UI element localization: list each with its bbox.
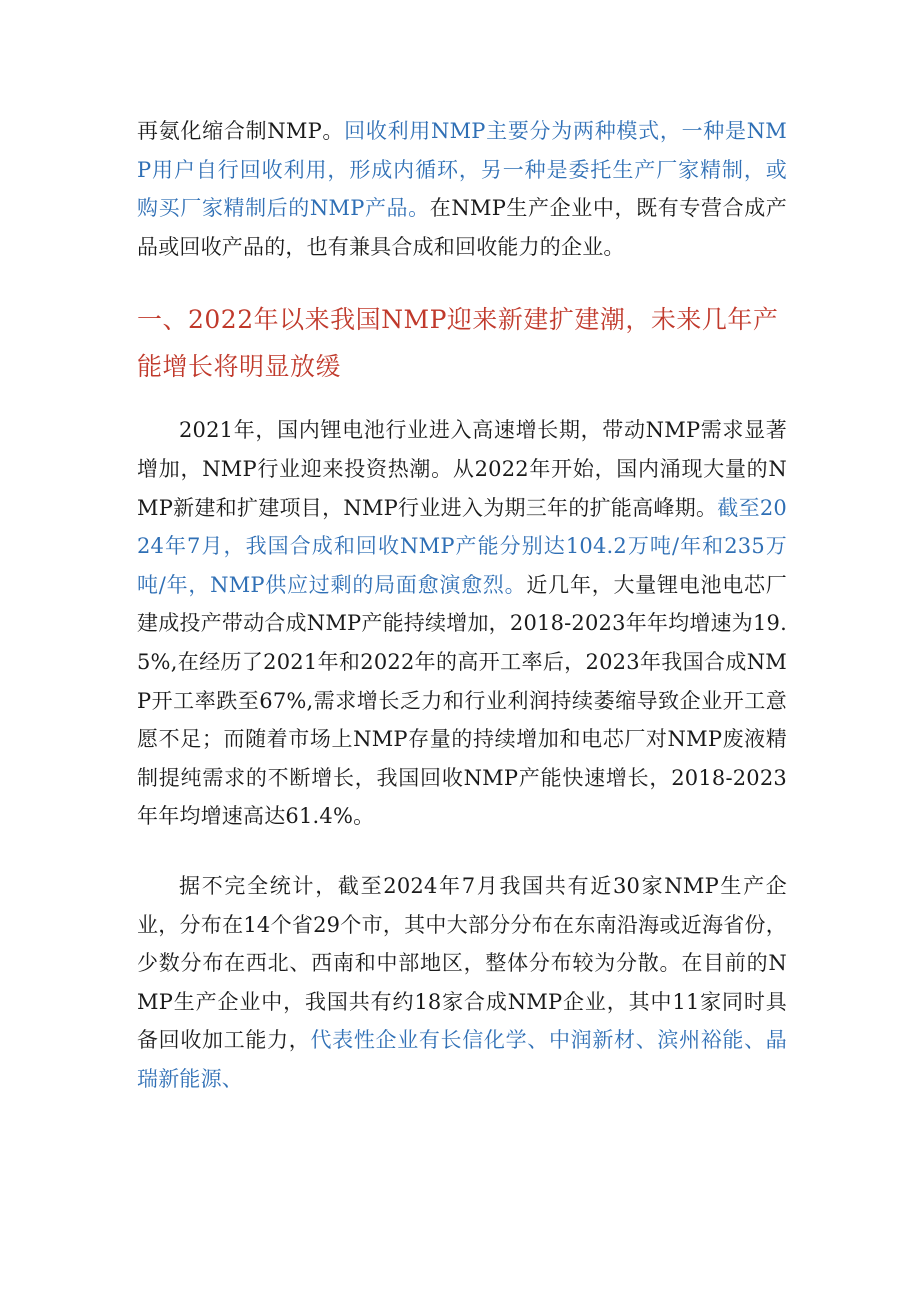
document-page	[137, 112, 787, 1098]
text-run: 再氨化缩合制NMP。	[137, 119, 345, 143]
highlighted-text-run: 代表性企业有长信化学、中润新材、滨州裕能、晶瑞新能源、	[137, 1028, 787, 1091]
paragraph-enterprise-distribution	[137, 867, 787, 1099]
paragraph-nmp-recycling	[137, 112, 787, 266]
paragraph-capacity-growth	[137, 411, 787, 836]
text-run: 据不完全统计，截至2024年7月我国共有近30家NMP生产企业，分布在14个省29个市，其中大部分分布在东南沿海或近海省份，少数分布在西北、西南和中部地区，整体分布较为分散。在目前的NMP生产企业中，我国共有约18家合成NMP企业，其中11家同时具备回收加工能力，	[137, 873, 788, 1053]
section-heading: 一、2022年以来我国NMP迎来新建扩建潮，未来几年产能增长将明显放缓	[137, 305, 779, 382]
text-run: 在NMP生产企业中，既有专营合成产品或回收产品的，也有兼具合成和回收能力的企业。	[137, 196, 788, 259]
highlighted-text-run: 回收利用NMP主要分为两种模式，一种是NMP用户自行回收利用，形成内循环，另一种是委托生产厂家精制，或购买厂家精制后的NMP产品。	[137, 119, 787, 221]
highlighted-text-run: 截至2024年7月，我国合成和回收NMP产能分别达104.2万吨/年和235万吨/年，NMP供应过剩的局面愈演愈烈。	[137, 495, 787, 597]
text-run: 2021年，国内锂电池行业进入高速增长期，带动NMP需求显著增加，NMP行业迎来投资热潮。从2022年开始，国内涌现大量的NMP新建和扩建项目，NMP行业进入为期三年的扩能高峰期。	[137, 418, 787, 520]
text-run: 近几年，大量锂电池电芯厂建成投产带动合成NMP产能持续增加，2018-2023年年均增速为19.5%,在经历了2021年和2022年的高开工率后，2023年我国合成NMP开工率跌至67%,需求增长乏力和行业利润持续萎缩导致企业开工意愿不足；而随着市场上NMP存量的持续增加和电芯厂对NMP废液精制提纯需求的不断增长，我国回收NMP产能快速增长，2018-2023年年均增速高达61.4%。	[137, 572, 787, 829]
